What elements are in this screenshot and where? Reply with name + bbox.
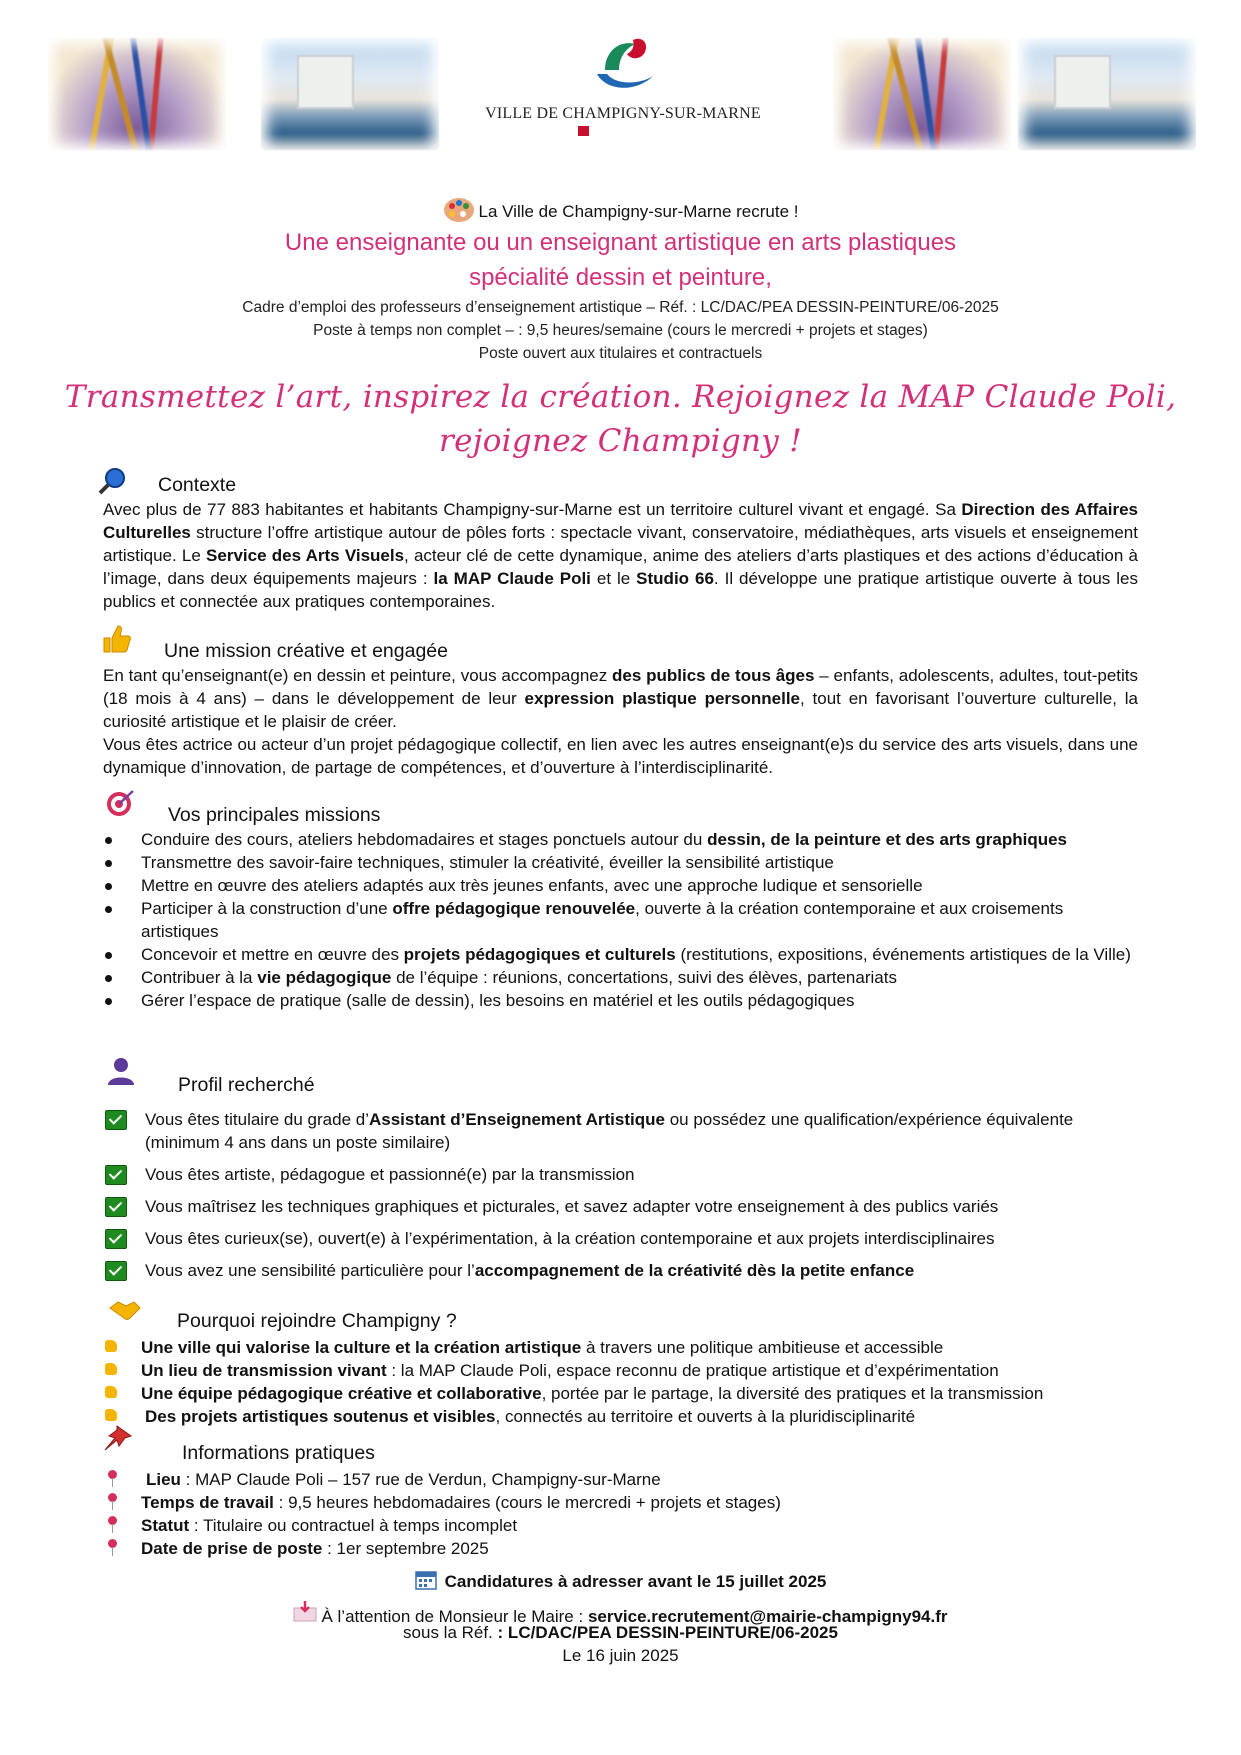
list-item: [107, 1259, 1142, 1282]
checkbox-icon: [105, 1110, 127, 1130]
bold-text: Lieu: [146, 1470, 181, 1489]
slogan-line1: Transmettez l’art, inspirez la création. Rejoignez la MAP Claude Poli,: [64, 379, 1177, 415]
section-heading-mission: Une mission créative et engagée: [164, 640, 448, 662]
date-line: Le 16 juin 2025: [562, 1646, 679, 1665]
bold-text: la MAP Claude Poli: [433, 569, 591, 588]
job-title-line2: spécialité dessin et peinture,: [469, 264, 772, 291]
building-photo: [261, 38, 439, 150]
list-item: [103, 828, 1138, 851]
list-item: [103, 943, 1138, 966]
bold-text: Service des Arts Visuels: [206, 546, 405, 565]
email-link[interactable]: service.recrutement@mairie-champigny94.fr: [587, 1607, 948, 1626]
thumbs-up-icon: [105, 1409, 117, 1421]
bold-text: accompagnement de la créativité dès la petite enfance: [474, 1261, 915, 1280]
job-meta: [0, 296, 1241, 365]
contexte-paragraph: [103, 498, 1138, 613]
text: Vous êtes titulaire du grade d’: [145, 1110, 369, 1129]
list-item: [103, 966, 1138, 989]
text: ou possédez une qualification/expérience équivalente (minimum 4 ans dans un poste similaire): [145, 1110, 1074, 1152]
section-contexte: [103, 498, 1138, 613]
thumbs-up-icon: [105, 1386, 117, 1398]
text: Vous maîtrisez les techniques graphiques et picturales, et savez adapter votre enseignement à des publics variés: [145, 1197, 999, 1216]
text: et le: [590, 569, 637, 588]
thumbs-up-icon: [100, 624, 134, 654]
building-photo: [1018, 38, 1196, 150]
section-mission: [103, 664, 1138, 779]
recrute-line: [0, 197, 1241, 223]
logo-mark-icon: [583, 30, 663, 100]
list-item: [103, 1382, 1138, 1405]
text: , connectés au territoire et ouverts à la pluridisciplinarité: [495, 1407, 916, 1426]
logo-text: VILLE DE CHAMPIGNY-SUR-MARNE: [485, 105, 761, 122]
text: : la MAP Claude Poli, espace reconnu de pratique artistique et d’expérimentation: [386, 1361, 999, 1380]
text: Participer à la construction d’une: [141, 899, 393, 918]
bold-text: des publics de tous âges: [612, 666, 815, 685]
bold-text: Date de prise de poste: [141, 1539, 323, 1558]
job-title: [0, 225, 1241, 295]
list-item: [103, 1514, 1138, 1537]
text: structure l’offre artistique autour de pôles forts : spectacle vivant, conservatoire, médiathèques, arts visuels et enseignement artistique. Le: [103, 523, 1138, 565]
text: , acteur clé de cette dynamique, anime des ateliers d’arts plastiques et des actions d’éducation à l’image, dans deux équipements majeurs :: [103, 546, 1139, 588]
calendar-icon: [415, 1570, 437, 1590]
slogan: [0, 375, 1241, 463]
pin-icon: [108, 1516, 117, 1525]
text: Concevoir et mettre en œuvre des: [141, 945, 404, 964]
list-item: [103, 1537, 1138, 1560]
meta-time: Poste à temps non complet – : 9,5 heures/semaine (cours le mercredi + projets et stages): [313, 322, 928, 339]
text: , tout en favorisant l’ouverture culturelle, la curiosité artistique et le plaisir de créer.: [103, 689, 1138, 731]
brushes-photo: [48, 38, 226, 150]
bold-text: Un lieu de transmission vivant: [141, 1361, 387, 1380]
page-header: [48, 30, 1193, 160]
text: Vous avez une sensibilité particulière pour l’: [145, 1261, 475, 1280]
thumbs-up-icon: [105, 1363, 117, 1375]
logo-square: [578, 126, 589, 136]
handshake-icon: [108, 1294, 142, 1324]
text: En tant qu’enseignant(e) en dessin et peinture, vous accompagnez: [103, 666, 613, 685]
text: Conduire des cours, ateliers hebdomadaires et stages ponctuels autour du: [141, 830, 708, 849]
section-heading-missions: Vos principales missions: [168, 804, 381, 826]
checkbox-icon: [105, 1229, 127, 1249]
text: Vous êtes artiste, pédagogue et passionné(e) par la transmission: [145, 1165, 635, 1184]
job-title-line1: Une enseignante ou un enseignant artistique en arts plastiques: [284, 229, 957, 256]
inbox-icon: [293, 1600, 317, 1622]
pin-icon: [108, 1539, 117, 1548]
palette-icon: [443, 197, 475, 223]
text: Avec plus de 77 883 habitantes et habitants Champigny-sur-Marne est un territoire culturel vivant et engagé. Sa: [103, 500, 962, 519]
list-item: Gérer l’espace de pratique (salle de dessin), les besoins en matériel et les outils pédagogiques: [103, 989, 1138, 1012]
text: : 9,5 heures hebdomadaires (cours le mercredi + projets et stages): [273, 1493, 781, 1512]
text: , portée par le partage, la diversité des pratiques et la transmission: [541, 1384, 1044, 1403]
list-item: [103, 897, 1138, 943]
text: : MAP Claude Poli – 157 rue de Verdun, Champigny-sur-Marne: [180, 1470, 661, 1489]
list-item: [103, 1405, 1138, 1428]
list-item: [107, 1227, 1142, 1250]
bold-text: vie pédagogique: [257, 968, 392, 987]
text: , ouverte à la création contemporaine et aux croisements artistiques: [141, 899, 1064, 941]
section-heading-infos: Informations pratiques: [182, 1442, 375, 1464]
deadline-text: Candidatures à adresser avant le 15 juillet 2025: [444, 1572, 827, 1591]
meta-open: Poste ouvert aux titulaires et contractuels: [478, 345, 763, 362]
missions-list: [103, 828, 1138, 1012]
list-item: [103, 1359, 1138, 1382]
list-item: [107, 1195, 1142, 1218]
list-item: [103, 1336, 1138, 1359]
ref-line: [0, 1622, 1241, 1644]
bold-text: Une équipe pédagogique créative et collaborative: [141, 1384, 542, 1403]
person-icon: [106, 1056, 140, 1086]
pin-icon: [108, 1470, 117, 1479]
ref-text: sous la Réf.: [403, 1623, 498, 1642]
text: Vous êtes curieux(se), ouvert(e) à l’expérimentation, à la création contemporaine et aux projets interdisciplinaires: [145, 1229, 995, 1248]
section-infos: [103, 1468, 1138, 1560]
list-item: [103, 1491, 1138, 1514]
list-item: Transmettre des savoir-faire techniques, stimuler la créativité, éveiller la sensibilité artistique: [103, 851, 1138, 874]
text: . Il développe une pratique artistique ouverte à tous les publics et connectée aux pratiques contemporaines.: [103, 569, 1138, 611]
section-heading-pourquoi: Pourquoi rejoindre Champigny ?: [177, 1310, 457, 1332]
bold-text: Une ville qui valorise la culture et la création artistique: [141, 1338, 582, 1357]
profil-list: [107, 1108, 1142, 1282]
pourquoi-list: [103, 1336, 1138, 1428]
bold-text: Assistant d’Enseignement Artistique: [368, 1110, 665, 1129]
pin-icon: [108, 1493, 117, 1502]
deadline-line: [0, 1570, 1241, 1593]
section-heading-contexte: Contexte: [158, 474, 237, 496]
bold-text: Statut: [141, 1516, 190, 1535]
text: de l’équipe : réunions, concertations, suivi des élèves, partenariats: [391, 968, 897, 987]
list-item: [107, 1163, 1142, 1186]
list-item: [103, 1468, 1138, 1491]
pushpin-icon: [103, 1422, 137, 1452]
text: à travers une politique ambitieuse et accessible: [581, 1338, 944, 1357]
bold-text: offre pédagogique renouvelée: [392, 899, 636, 918]
text: Contribuer à la: [141, 968, 258, 987]
ref-code: : LC/DAC/PEA DESSIN-PEINTURE/06-2025: [497, 1623, 838, 1642]
bold-text: Studio 66: [636, 569, 714, 588]
slogan-line2: rejoignez Champigny !: [439, 423, 802, 459]
section-heading-profil: Profil recherché: [178, 1074, 315, 1096]
infos-list: [103, 1468, 1138, 1560]
thumbs-up-icon: [105, 1340, 117, 1352]
bold-text: Des projets artistiques soutenus et visibles: [145, 1407, 496, 1426]
text: (restitutions, expositions, événements artistiques de la Ville): [675, 945, 1131, 964]
mission-paragraph-1: [103, 664, 1138, 733]
bold-text: Direction des Affaires Culturelles: [103, 500, 1139, 542]
attention-text: À l’attention de Monsieur le Maire :: [321, 1607, 588, 1626]
text: – enfants, adolescents, adultes, tout-petits (18 mois à 4 ans) – dans le développement de leur: [103, 666, 1138, 708]
city-logo: [473, 30, 773, 140]
list-item: Mettre en œuvre des ateliers adaptés aux très jeunes enfants, avec une approche ludique et sensorielle: [103, 874, 1138, 897]
bold-text: dessin, de la peinture et des arts graphiques: [707, 830, 1068, 849]
bold-text: Temps de travail: [141, 1493, 274, 1512]
checkbox-icon: [105, 1197, 127, 1217]
magnifier-icon: [97, 466, 131, 496]
text: : Titulaire ou contractuel à temps incomplet: [189, 1516, 518, 1535]
text: : 1er septembre 2025: [322, 1539, 489, 1558]
meta-ref: Cadre d’emploi des professeurs d’enseignement artistique – Réf. : LC/DAC/PEA DESSIN-PEINTURE/06-2025: [242, 299, 999, 316]
brushes-photo: [833, 38, 1011, 150]
checkbox-icon: [105, 1261, 127, 1281]
list-item: [107, 1108, 1142, 1154]
section-pourquoi: [103, 1336, 1138, 1428]
target-icon: [103, 788, 137, 818]
section-profil: [107, 1108, 1142, 1282]
checkbox-icon: [105, 1165, 127, 1185]
bold-text: expression plastique personnelle: [524, 689, 800, 708]
mission-paragraph-2: Vous êtes actrice ou acteur d’un projet pédagogique collectif, en lien avec les autres enseignant(e)s du service des arts visuels, dans une dynamique d’innovation, de partage de compétences, et d’ouverture à l’interdisciplinarité.: [103, 735, 1138, 777]
recrute-text: La Ville de Champigny-sur-Marne recrute !: [478, 202, 799, 221]
section-missions: [103, 828, 1138, 1012]
bold-text: projets pédagogiques et culturels: [403, 945, 676, 964]
